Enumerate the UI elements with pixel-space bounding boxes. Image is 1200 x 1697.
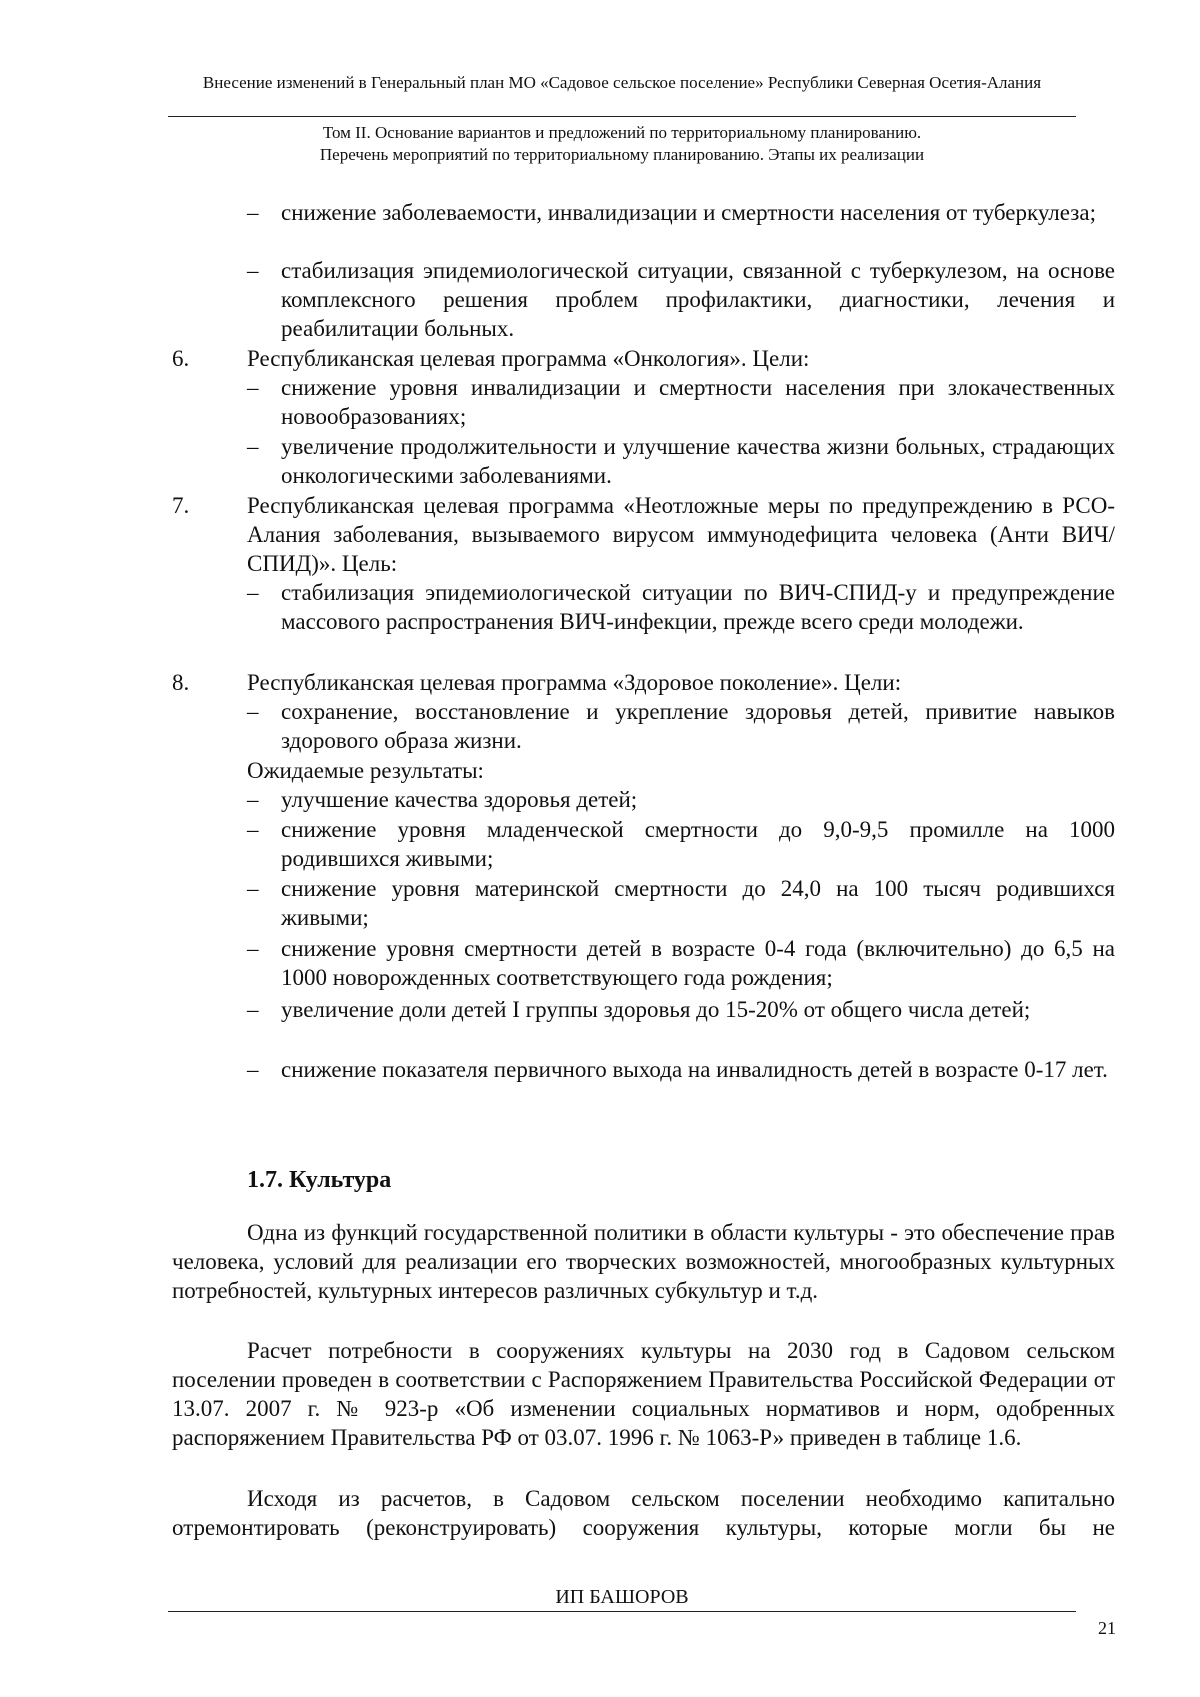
header-divider [168,116,1076,117]
item-text: Республиканская целевая программа «Онкология». Цели: [247,346,810,371]
list-item-text: снижение уровня смертности детей в возрасте 0-4 года (включительно) до 6,5 на 1000 новорожденных соответствующего года рождения; [281,936,1115,990]
list-item-text: снижение уровня младенческой смертности до 9,0-9,5 промилле на 1000 родившихся живыми; [281,817,1115,871]
header-subtitle [168,122,1076,166]
list-item-text: снижение уровня инвалидизации и смертности населения при злокачественных новообразованиях; [281,375,1115,429]
list-item [247,432,1115,490]
list-item [247,815,1115,873]
list-item [247,934,1115,992]
list-item [247,995,1115,1024]
dash-marker: – [247,876,259,901]
paragraph: Расчет потребности в сооружениях культуры на 2030 год в Садовом сельском поселении проведен в соответствии с Распоряжением Правительства Российской Федерации от 13.07. 2007 г. № 923-р «Об изменении социальных нормативов и норм, одобренных распоряжением Правительства РФ от 03.07. 1996 г. № 1063-Р» приведен в таблице 1.6. [172,1338,1115,1450]
page-number: 21 [1098,1618,1116,1638]
paragraph: Исходя из расчетов, в Садовом сельском поселении необходимо капитально отремонтировать (реконструировать) сооружения культуры, которые могли бы не [172,1486,1115,1540]
list-item-text: снижение показателя первичного выхода на инвалидность детей в возрасте 0-17 лет. [281,1057,1108,1082]
list-item [247,578,1115,636]
dash-marker: – [247,817,259,842]
list-item [247,697,1115,755]
dash-marker: – [247,375,259,400]
dash-marker: – [247,258,259,283]
dash-marker: – [247,434,259,459]
item-number: 8. [172,670,190,695]
dash-marker: – [247,699,259,724]
footer-company: ИП БАШОРОВ [555,1586,689,1608]
list-item [247,256,1115,343]
numbered-item-7 [172,491,1115,578]
list-item [247,198,1115,227]
dash-marker: – [247,1057,259,1082]
list-item-text: снижение уровня материнской смертности до 24,0 на 100 тысяч родившихся живыми; [281,876,1115,930]
list-item-text: стабилизация эпидемиологической ситуации по ВИЧ-СПИД-у и предупреждение массового распространения ВИЧ-инфекции, прежде всего среди молодежи. [281,580,1115,634]
dash-marker: – [247,997,259,1022]
list-item-text: стабилизация эпидемиологической ситуации, связанной с туберкулезом, на основе комплексного решения проблем профилактики, диагностики, лечения и реабилитации больных. [281,258,1115,341]
header-subtitle-line-2: Перечень мероприятий по территориальному планированию. Этапы их реализации [319,145,925,164]
list-item-text: улучшение качества здоровья детей; [281,787,638,812]
list-item [247,874,1115,932]
list-item-text: увеличение продолжительности и улучшение качества жизни больных, страдающих онкологическими заболеваниями. [281,434,1115,488]
list-item [247,373,1115,431]
list-item [247,785,1115,814]
dash-marker: – [247,200,259,225]
list-item [247,1055,1115,1084]
list-item-text: увеличение доли детей I группы здоровья до 15-20% от общего числа детей; [281,997,1031,1022]
header-title: Внесение изменений в Генеральный план МО «Садовое сельское поселение» Республики Северная Осетия-Алания [202,73,1042,92]
dash-marker: – [247,580,259,605]
list-item-text: сохранение, восстановление и укрепление здоровья детей, привитие навыков здорового образа жизни. [281,699,1115,753]
item-number: 7. [172,493,190,518]
numbered-item-6 [172,344,1115,373]
paragraph: Одна из функций государственной политики в области культуры - это обеспечение прав человека, условий для реализации его творческих возможностей, многообразных культурных потребностей, культурных интересов различных субкультур и т.д. [172,1220,1115,1303]
item-number: 6. [172,346,190,371]
item-text: Республиканская целевая программа «Здоровое поколение». Цели: [247,670,902,695]
item-text: Республиканская целевая программа «Неотложные меры по предупреждению в РСО-Алания заболевания, вызываемого вирусом иммунодефицита человека (Анти ВИЧ/СПИД)». Цель: [247,493,1115,576]
list-item-text: снижение заболеваемости, инвалидизации и смертности населения от туберкулеза; [281,200,1096,225]
numbered-item-8 [172,668,1115,697]
expected-results-label: Ожидаемые результаты: [247,758,484,783]
dash-marker: – [247,787,259,812]
dash-marker: – [247,936,259,961]
footer-divider [168,1611,1076,1612]
section-heading: 1.7. Культура [247,1167,392,1193]
header-subtitle-line-1: Том II. Основание вариантов и предложений по территориальному планированию. [322,123,922,142]
